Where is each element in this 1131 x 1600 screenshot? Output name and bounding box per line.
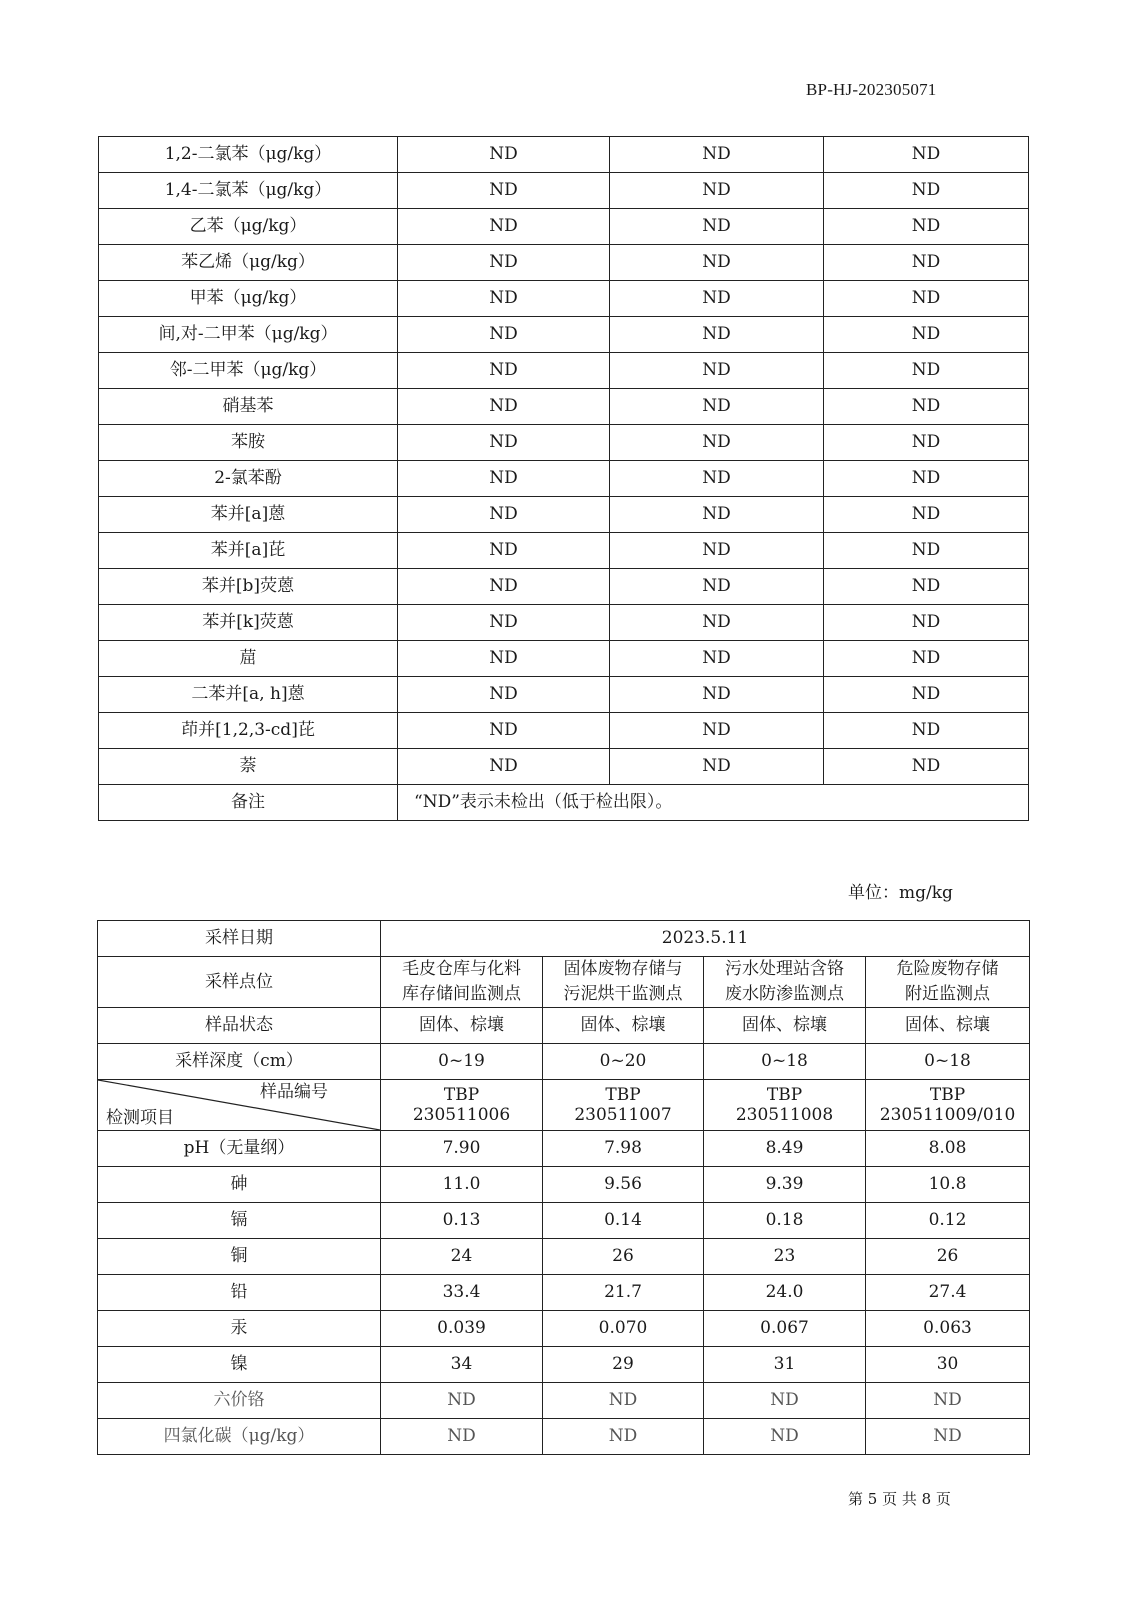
sampling-depth-cell: 0~18: [704, 1044, 866, 1080]
result-cell: 31: [704, 1347, 866, 1383]
result-cell: ND: [398, 749, 610, 785]
table-row: [99, 317, 1029, 353]
result-cell: 0.039: [381, 1311, 543, 1347]
table-row: [99, 353, 1029, 389]
table-row: [98, 1347, 1030, 1383]
test-item-cell: 四氯化碳（μg/kg）: [98, 1419, 381, 1455]
soil-results-table: [97, 920, 1030, 1455]
result-cell: ND: [398, 605, 610, 641]
result-cell: 0.13: [381, 1203, 543, 1239]
table-row: [98, 1239, 1030, 1275]
table-row: [98, 1203, 1030, 1239]
report-number: BP-HJ-202305071: [806, 80, 937, 99]
result-cell: 26: [543, 1239, 704, 1275]
result-cell: ND: [398, 353, 610, 389]
result-cell: ND: [543, 1383, 704, 1419]
result-cell: ND: [381, 1383, 543, 1419]
table-row: [99, 209, 1029, 245]
test-item-cell: 䓛: [99, 641, 398, 677]
result-cell: ND: [610, 605, 824, 641]
test-item-cell: 苯乙烯（μg/kg）: [99, 245, 398, 281]
sample-number-label: 样品编号: [260, 1082, 328, 1102]
result-cell: ND: [824, 389, 1029, 425]
table-row: [99, 605, 1029, 641]
sampling-date-value: 2023.5.11: [381, 921, 1030, 957]
result-cell: ND: [866, 1383, 1030, 1419]
remark-text: “ND”表示未检出（低于检出限）。: [398, 785, 1029, 821]
test-item-cell: 2-氯苯酚: [99, 461, 398, 497]
result-cell: ND: [610, 281, 824, 317]
result-cell: ND: [824, 569, 1029, 605]
test-item-cell: 苯并[a]芘: [99, 533, 398, 569]
result-cell: ND: [610, 389, 824, 425]
test-item-cell: 邻-二甲苯（μg/kg）: [99, 353, 398, 389]
result-cell: 10.8: [866, 1167, 1030, 1203]
test-item-cell: 乙苯（μg/kg）: [99, 209, 398, 245]
test-item-cell: 六价铬: [98, 1383, 381, 1419]
table-row: [98, 1419, 1030, 1455]
sampling-location-label: 采样点位: [98, 957, 381, 1008]
result-cell: 30: [866, 1347, 1030, 1383]
sample-state-label: 样品状态: [98, 1008, 381, 1044]
result-cell: ND: [824, 425, 1029, 461]
sample-number-cell: TBP 230511008: [704, 1080, 866, 1131]
result-cell: ND: [824, 173, 1029, 209]
result-cell: 34: [381, 1347, 543, 1383]
location-cell: 固体废物存储与 污泥烘干监测点: [543, 957, 704, 1008]
sample-number-cell: TBP 230511007: [543, 1080, 704, 1131]
result-cell: 0.12: [866, 1203, 1030, 1239]
result-cell: ND: [824, 353, 1029, 389]
result-cell: 33.4: [381, 1275, 543, 1311]
result-cell: ND: [824, 209, 1029, 245]
result-cell: ND: [381, 1419, 543, 1455]
test-item-cell: 镍: [98, 1347, 381, 1383]
result-cell: ND: [824, 461, 1029, 497]
result-cell: ND: [398, 137, 610, 173]
result-cell: ND: [398, 389, 610, 425]
result-cell: 9.39: [704, 1167, 866, 1203]
location-cell: 污水处理站含铬 废水防渗监测点: [704, 957, 866, 1008]
result-cell: ND: [704, 1383, 866, 1419]
test-item-cell: 硝基苯: [99, 389, 398, 425]
table-row: [99, 137, 1029, 173]
result-cell: ND: [610, 173, 824, 209]
result-cell: ND: [398, 317, 610, 353]
sampling-location-row: [98, 957, 1030, 1008]
result-cell: ND: [610, 461, 824, 497]
result-cell: 11.0: [381, 1167, 543, 1203]
result-cell: ND: [610, 641, 824, 677]
result-cell: 0.14: [543, 1203, 704, 1239]
table-row: [99, 533, 1029, 569]
test-item-cell: 苯胺: [99, 425, 398, 461]
test-item-cell: 镉: [98, 1203, 381, 1239]
remark-label: 备注: [99, 785, 398, 821]
remark-row: [99, 785, 1029, 821]
result-cell: 0.070: [543, 1311, 704, 1347]
table-row: [99, 749, 1029, 785]
result-cell: ND: [824, 713, 1029, 749]
sampling-depth-label: 采样深度（cm）: [98, 1044, 381, 1080]
result-cell: ND: [398, 569, 610, 605]
test-item-label: 检测项目: [106, 1107, 174, 1128]
test-item-cell: 砷: [98, 1167, 381, 1203]
result-cell: ND: [398, 641, 610, 677]
table-row: [99, 173, 1029, 209]
sampling-depth-cell: 0~18: [866, 1044, 1030, 1080]
result-cell: ND: [543, 1419, 704, 1455]
table-row: [99, 641, 1029, 677]
result-cell: ND: [824, 677, 1029, 713]
test-item-cell: 萘: [99, 749, 398, 785]
table-row: [98, 1131, 1030, 1167]
sample-number-cell: TBP 230511009/010: [866, 1080, 1030, 1131]
test-item-cell: 二苯并[a, h]蒽: [99, 677, 398, 713]
result-cell: ND: [824, 533, 1029, 569]
sampling-date-label: 采样日期: [98, 921, 381, 957]
result-cell: ND: [824, 749, 1029, 785]
result-cell: ND: [824, 245, 1029, 281]
result-cell: 8.49: [704, 1131, 866, 1167]
test-item-cell: 苯并[b]荧蒽: [99, 569, 398, 605]
result-cell: 26: [866, 1239, 1030, 1275]
test-item-cell: 间,对-二甲苯（μg/kg）: [99, 317, 398, 353]
result-cell: ND: [610, 245, 824, 281]
result-cell: ND: [398, 425, 610, 461]
result-cell: ND: [398, 713, 610, 749]
result-cell: ND: [824, 641, 1029, 677]
result-cell: ND: [398, 173, 610, 209]
result-cell: 24: [381, 1239, 543, 1275]
table-row: [99, 461, 1029, 497]
result-cell: 24.0: [704, 1275, 866, 1311]
result-cell: ND: [398, 461, 610, 497]
test-item-cell: 苯并[k]荧蒽: [99, 605, 398, 641]
result-cell: ND: [610, 497, 824, 533]
sampling-depth-row: [98, 1044, 1030, 1080]
diagonal-header-cell: [98, 1080, 381, 1131]
table-row: [99, 281, 1029, 317]
sample-state-cell: 固体、棕壤: [866, 1008, 1030, 1044]
result-cell: ND: [398, 497, 610, 533]
result-cell: ND: [824, 137, 1029, 173]
result-cell: ND: [610, 533, 824, 569]
location-cell: 毛皮仓库与化料 库存储间监测点: [381, 957, 543, 1008]
result-cell: ND: [398, 533, 610, 569]
result-cell: ND: [824, 281, 1029, 317]
result-cell: 0.067: [704, 1311, 866, 1347]
result-cell: 7.90: [381, 1131, 543, 1167]
result-cell: ND: [610, 317, 824, 353]
result-cell: ND: [824, 317, 1029, 353]
result-cell: ND: [610, 749, 824, 785]
table-row: [98, 1383, 1030, 1419]
result-cell: ND: [824, 605, 1029, 641]
table-row: [98, 1275, 1030, 1311]
result-cell: ND: [610, 677, 824, 713]
table-row: [99, 569, 1029, 605]
result-cell: ND: [398, 677, 610, 713]
sampling-date-row: [98, 921, 1030, 957]
result-cell: ND: [610, 713, 824, 749]
result-cell: ND: [824, 497, 1029, 533]
result-cell: 0.063: [866, 1311, 1030, 1347]
sample-number-row: [98, 1080, 1030, 1131]
table-row: [99, 497, 1029, 533]
test-item-cell: 1,4-二氯苯（μg/kg）: [99, 173, 398, 209]
result-cell: ND: [610, 137, 824, 173]
result-cell: 29: [543, 1347, 704, 1383]
result-cell: ND: [704, 1419, 866, 1455]
result-cell: 23: [704, 1239, 866, 1275]
result-cell: 9.56: [543, 1167, 704, 1203]
sampling-depth-cell: 0~19: [381, 1044, 543, 1080]
table-row: [99, 425, 1029, 461]
result-cell: 8.08: [866, 1131, 1030, 1167]
test-item-cell: 1,2-二氯苯（μg/kg）: [99, 137, 398, 173]
test-item-cell: 苯并[a]蒽: [99, 497, 398, 533]
result-cell: 7.98: [543, 1131, 704, 1167]
result-cell: 0.18: [704, 1203, 866, 1239]
test-item-cell: 铜: [98, 1239, 381, 1275]
unit-label: 单位：mg/kg: [848, 883, 953, 903]
result-cell: ND: [398, 245, 610, 281]
result-cell: ND: [610, 425, 824, 461]
result-cell: ND: [610, 209, 824, 245]
test-item-cell: pH（无量纲）: [98, 1131, 381, 1167]
result-cell: 27.4: [866, 1275, 1030, 1311]
page-number: 第 5 页 共 8 页: [848, 1490, 951, 1508]
result-cell: ND: [610, 353, 824, 389]
table-row: [99, 389, 1029, 425]
table-row: [99, 713, 1029, 749]
result-cell: ND: [866, 1419, 1030, 1455]
table-row: [99, 677, 1029, 713]
sample-number-cell: TBP 230511006: [381, 1080, 543, 1131]
table-row: [99, 245, 1029, 281]
sample-state-cell: 固体、棕壤: [543, 1008, 704, 1044]
test-item-cell: 铅: [98, 1275, 381, 1311]
results-table-continued: [98, 136, 1029, 821]
sample-state-cell: 固体、棕壤: [704, 1008, 866, 1044]
location-cell: 危险废物存储 附近监测点: [866, 957, 1030, 1008]
result-cell: ND: [398, 209, 610, 245]
result-cell: ND: [398, 281, 610, 317]
sampling-depth-cell: 0~20: [543, 1044, 704, 1080]
table-row: [98, 1311, 1030, 1347]
sample-state-row: [98, 1008, 1030, 1044]
result-cell: 21.7: [543, 1275, 704, 1311]
test-item-cell: 甲苯（μg/kg）: [99, 281, 398, 317]
result-cell: ND: [610, 569, 824, 605]
test-item-cell: 茚并[1,2,3-cd]芘: [99, 713, 398, 749]
sample-state-cell: 固体、棕壤: [381, 1008, 543, 1044]
test-item-cell: 汞: [98, 1311, 381, 1347]
table-row: [98, 1167, 1030, 1203]
